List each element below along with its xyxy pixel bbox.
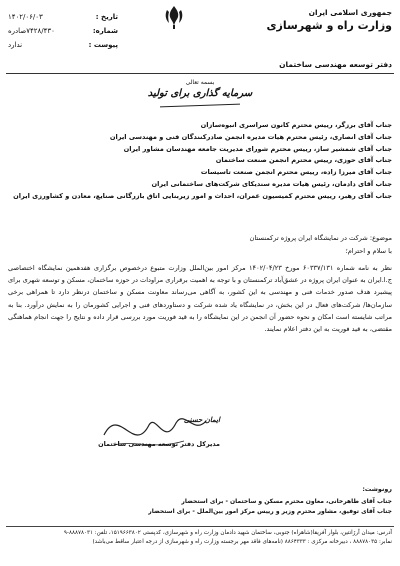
recipient-item: جناب آقای رهبر، رییس محترم کمیسیون عمران، احداث و امور زیربنایی اتاق بازرگانی صنایع، معادن و کشاورزی ایران — [13, 191, 392, 200]
recipient-item: جناب آقای حوزی، رییس محترم انجمن صنعت ساختمان — [215, 156, 392, 165]
recipient-item: جناب آقای میرزا زاده، رییس محترم انجمن صنعت تاسیسات — [200, 168, 392, 177]
number-value: ۷۴۲۸/۴۳۰صادره — [8, 27, 55, 35]
date-row — [8, 10, 118, 24]
government-title: جمهوری اسلامی ایران — [308, 8, 392, 17]
recipient-item: جناب آقای برزگر، رییس محترم کانون سراسری انبوه‌سازان — [200, 121, 392, 129]
cc-list — [8, 497, 392, 517]
iran-emblem-icon — [162, 4, 186, 30]
number-label: شماره: — [92, 27, 118, 35]
signer-name: ایمان حسنی — [183, 415, 220, 424]
date-label: تاریخ : — [95, 13, 118, 21]
recipient-list — [8, 120, 392, 203]
recipient-item: جناب آقای دادمان، رئیس هیات مدیره سندیکای شرکت‌های ساختمانی ایران — [151, 179, 392, 188]
greeting-line: با سلام و احترام؛ — [345, 247, 392, 255]
footer-contact: نمابر: ۸۸۸۷۸۰۳۵ ، دبیرخانه مرکزی : ۸۸۶۴۳۳۳ (نامه‌های فاقد مهر برجسته وزارت راه و شهرسازی از درجه اعتبار ساقط می‌باشد) — [92, 539, 392, 545]
attachment-value: ندارد — [8, 41, 23, 49]
office-title: دفتر توسعه مهندسی ساختمان — [279, 60, 392, 69]
government-header — [266, 8, 392, 32]
date-value: ۱۴۰۲/۰۶/۰۳ — [8, 13, 43, 21]
signature-block — [90, 395, 220, 475]
letter-body: نظر به نامه شماره ۶۰۳۳۷/۱۳۱ مورخ ۱۴۰۲/۰۴/۲۳ مرکز امور بین‌الملل وزارت متبوع درخصوص برگزاری هفدهمین نمایشگاه اختصاصی ج.ا.ایران به عنوان ایران پروژه در عشق‌آباد ترکمنستان و با توجه به اهمیت برقراری مراودات در حوزه ساختمان، مسکن و توسعه شهری برای پیشبرد هدف صدور خدمات فنی و مهندسی به این کشور، به آگاهی می‌رساند معاونت مسکن و ساختمان درنظر دارد تا همراهی برخی سازمان‌ها/ شرکت‌های فعال در این بخش، در نمایشگاه یاد شده شرکت و دستاوردهای فنی و اجرایی کشورمان را به نمایش درآورد. بنا به مراتب شایسته است امکان و نحوه حضور آن انجمن در این نمایشگاه را به قید فوریت مورد بررسی قرار داده و نتایج را جهت انجام هماهنگی مقتضی، به قید فوریت به این دفتر اعلام نمایند. — [8, 264, 392, 334]
basmala: بسمه تعالی — [185, 79, 215, 86]
footer-address: آدرس: میدان آرژانتین، بلوار آفریقا(شاهراه) جنوبی، ساختمان شهید دادمان وزارت راه و شهرسازی، کدپستی ۱۵۱۹۶۶۳۸۰۲، تلفن: ۸۸۸۷۸۰۳۱-۹ — [63, 530, 392, 536]
cc-item: جناب آقای طاهرخانی، معاون محترم مسکن و ساختمان - برای استحضار — [181, 498, 392, 505]
signature-scribble-icon — [94, 395, 224, 475]
ministry-title: وزارت راه و شهرسازی — [266, 19, 392, 32]
slogan-underline — [160, 104, 240, 108]
letter-meta — [8, 10, 118, 52]
cc-item: جناب آقای توفیق، مشاور محترم وزیر و رییس مرکز امور بین‌الملل - برای استحضار — [148, 508, 392, 515]
cc-label: رونوشت: — [362, 485, 392, 493]
subject-line: موضوع: شرکت در نمایشگاه ایران پروژه ترکمنستان — [249, 234, 392, 242]
signer-title: مدیرکل دفتر توسعه مهندسی ساختمان — [98, 440, 220, 448]
header-divider — [6, 73, 394, 74]
number-row — [8, 24, 118, 38]
attachment-label: پیوست : — [88, 41, 118, 49]
footer-divider — [6, 526, 394, 527]
year-slogan: سرمایه گذاری برای تولید — [147, 88, 253, 99]
attachment-row — [8, 38, 118, 52]
recipient-item: جناب آقای انصاری، رئیس محترم هیات مدیره انجمن صادرکنندگان فنی و مهندسی ایران — [109, 132, 392, 141]
recipient-item: جناب آقای شمشیر ساز، رییس محترم شورای مدیریت جامعه مهندسان مشاور ایران — [123, 144, 392, 153]
letter-footer — [8, 529, 392, 547]
